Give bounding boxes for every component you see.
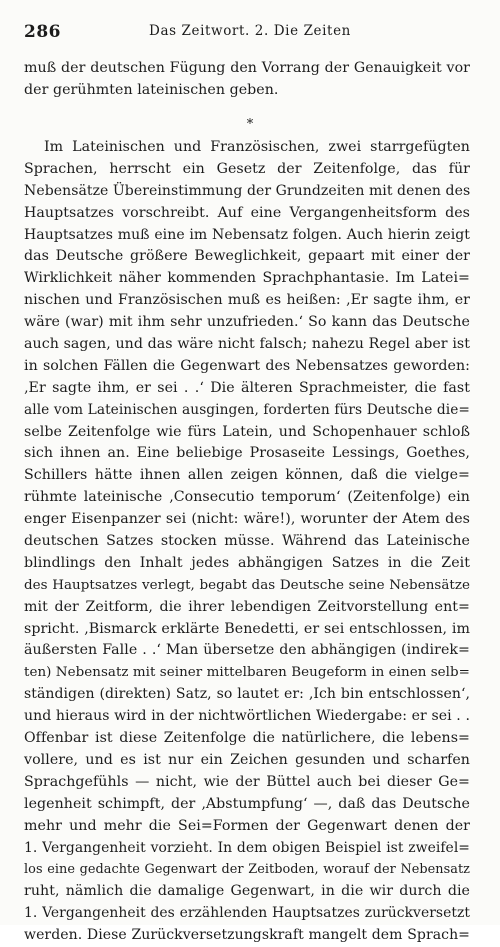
- text-line: Offenbar ist diese Zeitenfolge die natürlichere, die lebens=: [24, 730, 470, 747]
- text-line: ständigen (direkten) Satz, so lautet er: ‚Ich bin entschlossen‘,: [24, 686, 470, 703]
- text-line: äußersten Falle . .‘ Man übersetze den abhängigen (indirek=: [24, 642, 470, 659]
- text-line: Hauptsatzes muß eine im Nebensatz folgen. Auch hierin zeigt: [24, 226, 470, 243]
- text-line: nischen und Französischen muß es heißen: ‚Er sagte ihm, er: [24, 292, 470, 309]
- text-line: vollere, und es ist nur ein Zeichen gesunden und scharfen: [24, 751, 470, 768]
- running-head: Das Zeitwort. 2. Die Zeiten: [149, 23, 351, 39]
- text-line: in solchen Fällen die Gegenwart des Nebensatzes geworden:: [24, 357, 470, 374]
- page-number: 286: [24, 22, 61, 42]
- text-line: alle vom Lateinischen ausgingen, forderten fürs Deutsche die=: [24, 401, 470, 418]
- text-line: muß der deutschen Fügung den Vorrang der Genauigkeit vor: [24, 60, 470, 76]
- text-line: Sprachgefühls — nicht, wie der Büttel auch bei dieser Ge=: [24, 773, 470, 790]
- section-separator: *: [246, 117, 254, 132]
- text-line: legenheit schimpft, der ‚Abstumpfung‘ —, daß das Deutsche: [24, 795, 470, 812]
- text-line: das Deutsche größere Beweglichkeit, gepaart mit einer der: [24, 248, 470, 265]
- text-line: los eine gedachte Gegenwart der Zeitboden, worauf der Nebensatz: [24, 862, 470, 878]
- main-paragraph: [24, 137, 470, 947]
- text-line: der gerühmten lateinischen geben.: [24, 81, 279, 98]
- text-line: Hauptsatzes vorschreibt. Auf eine Vergangenheitsform des: [24, 204, 470, 221]
- text-line: werden. Diese Zurückversetzungskraft mangelt dem Sprach=: [24, 927, 470, 944]
- text-line: wäre (war) mit ihm sehr unzufrieden.‘ So kann das Deutsche: [24, 314, 470, 331]
- text-line: deutschen Satzes stocken müsse. Während das Lateinische: [24, 533, 470, 550]
- text-line: selbe Zeitenfolge wie fürs Latein, und Schopenhauer schloß: [24, 423, 470, 440]
- text-line: enger Eisenpanzer sei (nicht: wäre!), worunter der Atem des: [24, 511, 470, 528]
- text-line: mit der Zeitform, die ihrer lebendigen Zeitvorstellung ent=: [24, 598, 470, 615]
- text-line: Schillers hätte ihnen allen zeigen können, daß die vielge=: [24, 467, 470, 484]
- text-line: 1. Vergangenheit des erzählenden Hauptsatzes zurückversetzt: [24, 905, 470, 922]
- text-line: spricht. ‚Bismarck erklärte Benedetti, er sei entschlossen, im: [24, 620, 470, 637]
- text-line: Nebensätze Übereinstimmung der Grundzeiten mit denen des: [24, 182, 471, 199]
- text-line: auch sagen, und das wäre nicht falsch; nahezu Regel aber ist: [24, 336, 470, 353]
- top-paragraph: [24, 58, 470, 102]
- text-line: Sprachen, herrscht ein Gesetz der Zeitenfolge, das für: [24, 160, 470, 177]
- text-line: Wirklichkeit näher kommenden Sprachphantasie. Im Latei=: [24, 270, 470, 287]
- page-header: [24, 22, 476, 44]
- text-line: ten) Nebensatz mit seiner mittelbaren Beugeform in einen selb=: [24, 665, 470, 681]
- text-line: Im Lateinischen und Französischen, zwei starrgefügten: [44, 139, 470, 155]
- text-line: und hieraus wird in der nichtwörtlichen Wiedergabe: er sei . .: [24, 708, 470, 725]
- text-line: 1. Vergangenheit vorzieht. In dem obigen Beispiel ist zweifel=: [24, 839, 470, 856]
- text-line: rühmte lateinische ‚Consecutio temporum‘ (Zeitenfolge) ein: [24, 489, 470, 506]
- text-line: ruht, nämlich die damalige Gegenwart, in die wir durch die: [24, 883, 470, 900]
- text-line: mehr und mehr die Sei=Formen der Gegenwart denen der: [24, 817, 470, 834]
- text-line: des Hauptsatzes verlegt, begabt das Deutsche seine Nebensätze: [24, 577, 470, 593]
- text-line: sich ihnen an. Eine beliebige Prosaseite Lessings, Goethes,: [24, 445, 470, 462]
- text-line: blindlings den Inhalt jedes abhängigen Satzes in die Zeit: [24, 554, 470, 571]
- text-line: ‚Er sagte ihm, er sei . .‘ Die älteren Sprachmeister, die fast: [24, 379, 470, 396]
